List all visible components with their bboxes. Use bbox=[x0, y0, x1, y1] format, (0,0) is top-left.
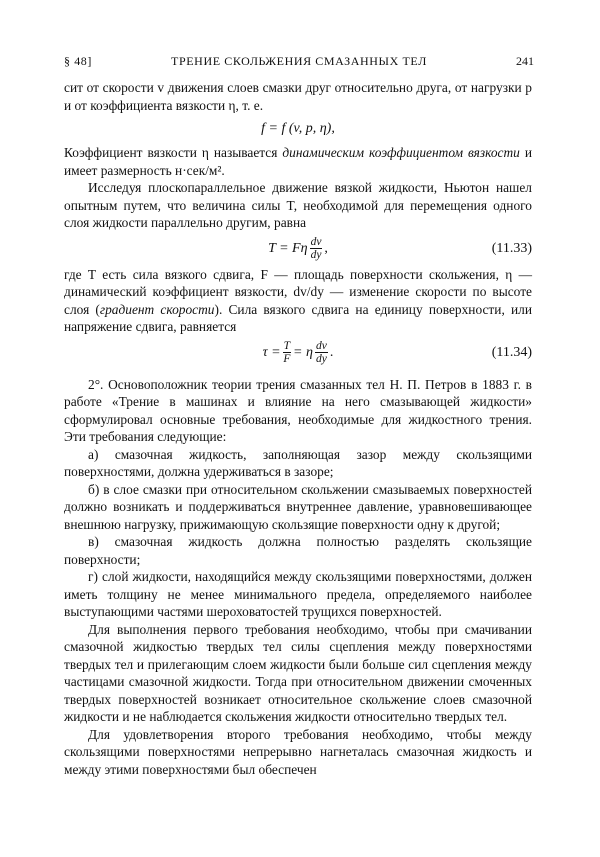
fraction-numerator: T bbox=[283, 340, 291, 352]
page-body bbox=[64, 79, 532, 778]
running-title: ТРЕНИЕ СКОЛЬЖЕНИЯ СМАЗАННЫХ ТЕЛ bbox=[171, 54, 427, 68]
paragraph: Исследуя плоскопараллельное движение вязкой жидкости, Ньютон нашел опытным путем, что величина силы T, необходимой для перемещения одного слоя жидкости параллельно другим, равна bbox=[64, 180, 532, 230]
fraction-numerator: dv bbox=[315, 340, 327, 352]
fraction-denominator: dy bbox=[315, 353, 327, 365]
requirement-b: б) в слое смазки при относительном скольжении смазываемых поверхностей должно возникать и поддерживаться внутреннее давление, уравновешивающее внешнюю нагрузку, прижимающую скользящие поверхности одну к другой; bbox=[64, 481, 532, 532]
eq-lhs: T = Fη bbox=[268, 240, 308, 256]
text-run: и имеет размерность н·сек/м². bbox=[64, 145, 532, 178]
term-velocity-gradient: градиент скорости bbox=[99, 301, 215, 317]
fraction-numerator: dv bbox=[310, 236, 322, 248]
requirement-c: в) смазочная жидкость должна полностью разделять скользящие поверхности; bbox=[64, 534, 532, 567]
equation-number: (11.34) bbox=[491, 344, 532, 360]
paragraph-shear bbox=[64, 266, 532, 336]
section-marker: § 48] bbox=[64, 54, 92, 68]
equation-f bbox=[64, 114, 532, 144]
eq-lhs: τ = bbox=[262, 344, 281, 360]
page-number: 241 bbox=[516, 54, 534, 68]
equation-text: f = f (v, p, η), bbox=[261, 121, 335, 137]
fraction-denominator: F bbox=[283, 353, 291, 365]
fraction-denominator: dy bbox=[310, 249, 322, 261]
equation-11-33 bbox=[64, 232, 532, 266]
requirement-d: г) слой жидкости, находящийся между скользящими поверхностями, должен иметь толщину не менее минимального предела, определяемого наиболее выступающими частями шероховатостей трущихся поверхностей. bbox=[64, 569, 532, 619]
equation-number: (11.33) bbox=[491, 240, 532, 256]
equation-11-34 bbox=[64, 336, 532, 370]
paragraph: Для удовлетворения второго требования необходимо, чтобы между скользящими поверхностями непрерывно нагнеталась смазочная жидкость и между этими поверхностями был обеспечен bbox=[64, 726, 532, 777]
eq-middle: = η bbox=[293, 344, 313, 360]
paragraph: Для выполнения первого требования необходимо, чтобы при смачивании смазочной жидкостью твердых тел силы сцепления между поверхностями твердых тел и прилегающим слоем жидкости были больше сил сцепления между частицами смазочной жидкости. Тогда при относительном движении смоченных твердых поверхностей возникает относительное скольжение слоев смазочной жидкости и не наблюдается скольжения жидкости относительно твердых тел. bbox=[64, 621, 532, 724]
eq-tail: . bbox=[329, 344, 334, 360]
text-run: ). Сила вязкого сдвига на единицу поверхности, или напряжение сдвига, равняется bbox=[64, 301, 532, 334]
fraction-dv-dy bbox=[315, 340, 328, 365]
requirement-a: а) смазочная жидкость, заполняющая зазор между скользящими поверхностями, должна удерживаться в зазоре; bbox=[64, 446, 532, 479]
text-run: где T есть сила вязкого сдвига, F — площадь поверхности скольжения, η — динамический коэффициент вязкости, dv/dy — изменение скорости по высоте слоя ( bbox=[64, 266, 532, 317]
eq-tail: , bbox=[324, 240, 328, 256]
fraction-dv-dy bbox=[310, 236, 323, 261]
paragraph: сит от скорости v движения слоев смазки друг относительно друга, от нагрузки p и от коэффициента вязкости η, т. е. bbox=[64, 80, 532, 113]
paragraph-viscosity bbox=[64, 144, 532, 179]
fraction-t-f bbox=[283, 340, 291, 365]
term-dynamic-viscosity: динамическим коэффициентом вязкости bbox=[282, 145, 520, 160]
text-run: Коэффициент вязкости η называется bbox=[64, 145, 283, 160]
paragraph-petrov: 2°. Основоположник теории трения смазанных тел Н. П. Петров в 1883 г. в работе «Трение в машинах и влияние на него смазывающей жидкости» сформулировал основные требования, необходимые для жидкостного трения. Эти требования следующие: bbox=[64, 376, 532, 444]
